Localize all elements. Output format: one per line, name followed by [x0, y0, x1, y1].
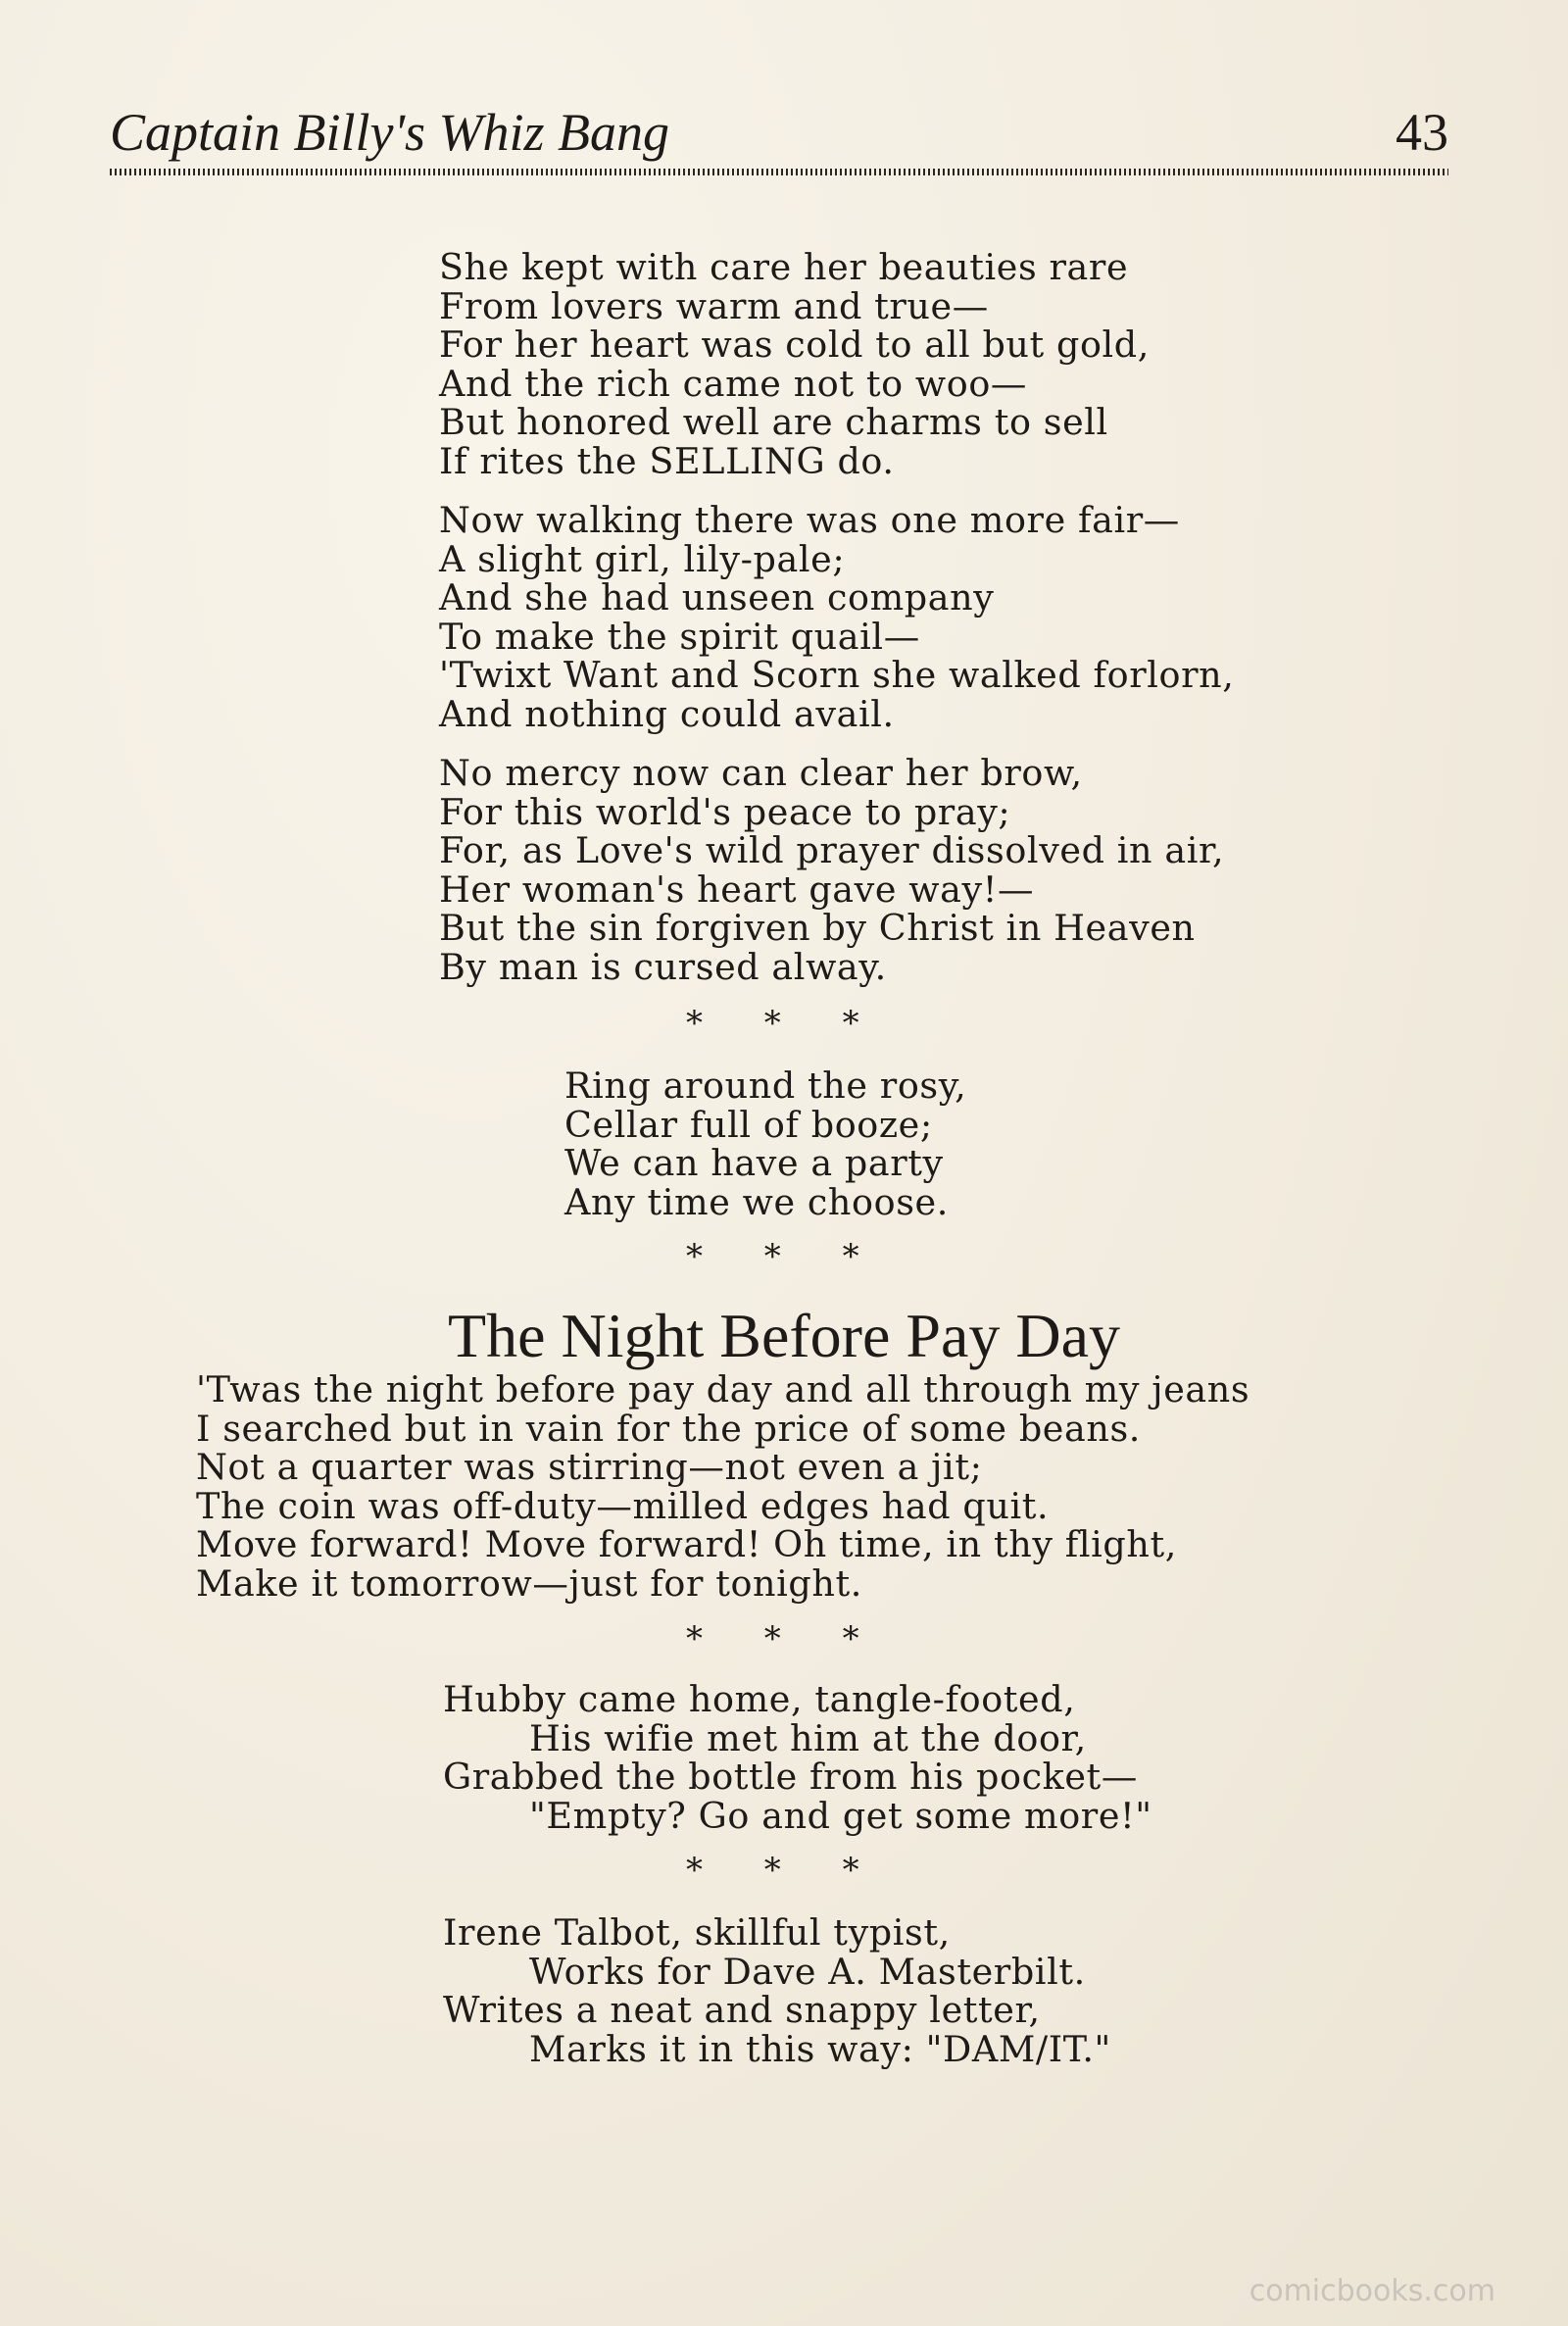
- verse-line: And nothing could avail.: [439, 692, 895, 735]
- page-number: 43: [1396, 103, 1448, 162]
- irene-verse: [443, 1913, 1111, 2068]
- separator-stars: * * *: [686, 1004, 885, 1043]
- poem-title: The Night Before Pay Day: [447, 1301, 1121, 1370]
- hubby-verse: [443, 1680, 1152, 1835]
- verse-line: We can have a party: [564, 1142, 944, 1184]
- verse-line: But the sin forgiven by Christ in Heaven: [439, 907, 1196, 949]
- verse-line: The coin was off-duty—milled edges had quit.: [196, 1484, 1050, 1527]
- verse-line: For, as Love's wild prayer dissolved in air,: [439, 829, 1225, 871]
- verse-line: By man is cursed alway.: [439, 945, 887, 988]
- verse-line: Works for Dave A. Masterbilt.: [529, 1950, 1086, 1993]
- separator-stars: * * *: [686, 1237, 885, 1276]
- verse-line: I searched but in vain for the price of some beans.: [196, 1407, 1141, 1450]
- verse-line: Hubby came home, tangle-footed,: [443, 1678, 1076, 1720]
- verse-line: Irene Talbot, skillful typist,: [443, 1911, 951, 1954]
- verse-line: Her woman's heart gave way!—: [439, 867, 1035, 911]
- verse-line: From lovers warm and true—: [439, 284, 989, 327]
- verse-line: Make it tomorrow—just for tonight.: [196, 1561, 862, 1605]
- verse-line: Writes a neat and snappy letter,: [443, 1989, 1041, 2031]
- verse-line: A slight girl, lily-pale;: [439, 537, 846, 580]
- rosy-verse: [564, 1066, 966, 1221]
- verse-line: 'Twas the night before pay day and all through my jeans: [196, 1368, 1250, 1410]
- verse-line: His wifie met him at the door,: [529, 1716, 1087, 1759]
- verse-line: Cellar full of booze;: [564, 1103, 933, 1146]
- verse-line: If rites the SELLING do.: [439, 439, 895, 482]
- verse-line: Now walking there was one more fair—: [439, 499, 1180, 541]
- verse-line: Not a quarter was stirring—not even a jit;: [196, 1446, 983, 1488]
- payday-verse: [196, 1370, 1250, 1603]
- poem-stanza-3: [439, 754, 1224, 986]
- verse-line: To make the spirit quail—: [439, 615, 920, 658]
- verse-line: But honored well are charms to sell: [439, 401, 1108, 443]
- verse-line: For her heart was cold to all but gold,: [439, 323, 1150, 366]
- poem-stanza-2: [439, 501, 1235, 733]
- verse-line: Grabbed the bottle from his pocket—: [443, 1756, 1138, 1798]
- verse-line: "Empty? Go and get some more!": [529, 1794, 1152, 1837]
- verse-line: 'Twixt Want and Scorn she walked forlorn,: [439, 654, 1235, 696]
- separator-stars: * * *: [686, 1619, 885, 1658]
- magazine-title: Captain Billy's Whiz Bang: [110, 103, 670, 162]
- verse-line: No mercy now can clear her brow,: [439, 752, 1083, 794]
- poem-stanza-1: [439, 248, 1150, 480]
- separator-stars: * * *: [686, 1851, 885, 1890]
- verse-line: Move forward! Move forward! Oh time, in thy flight,: [196, 1523, 1177, 1565]
- verse-line: And the rich came not to woo—: [439, 362, 1027, 405]
- verse-line: Marks it in this way: "DAM/IT.": [529, 2027, 1111, 2070]
- source-watermark: comicbooks.com: [1249, 2274, 1495, 2308]
- verse-line: For this world's peace to pray;: [439, 790, 1011, 833]
- verse-line: And she had unseen company: [439, 576, 995, 619]
- verse-line: She kept with care her beauties rare: [439, 246, 1129, 288]
- verse-line: Any time we choose.: [564, 1180, 949, 1223]
- header-rule: [110, 169, 1448, 175]
- verse-line: Ring around the rosy,: [564, 1064, 967, 1107]
